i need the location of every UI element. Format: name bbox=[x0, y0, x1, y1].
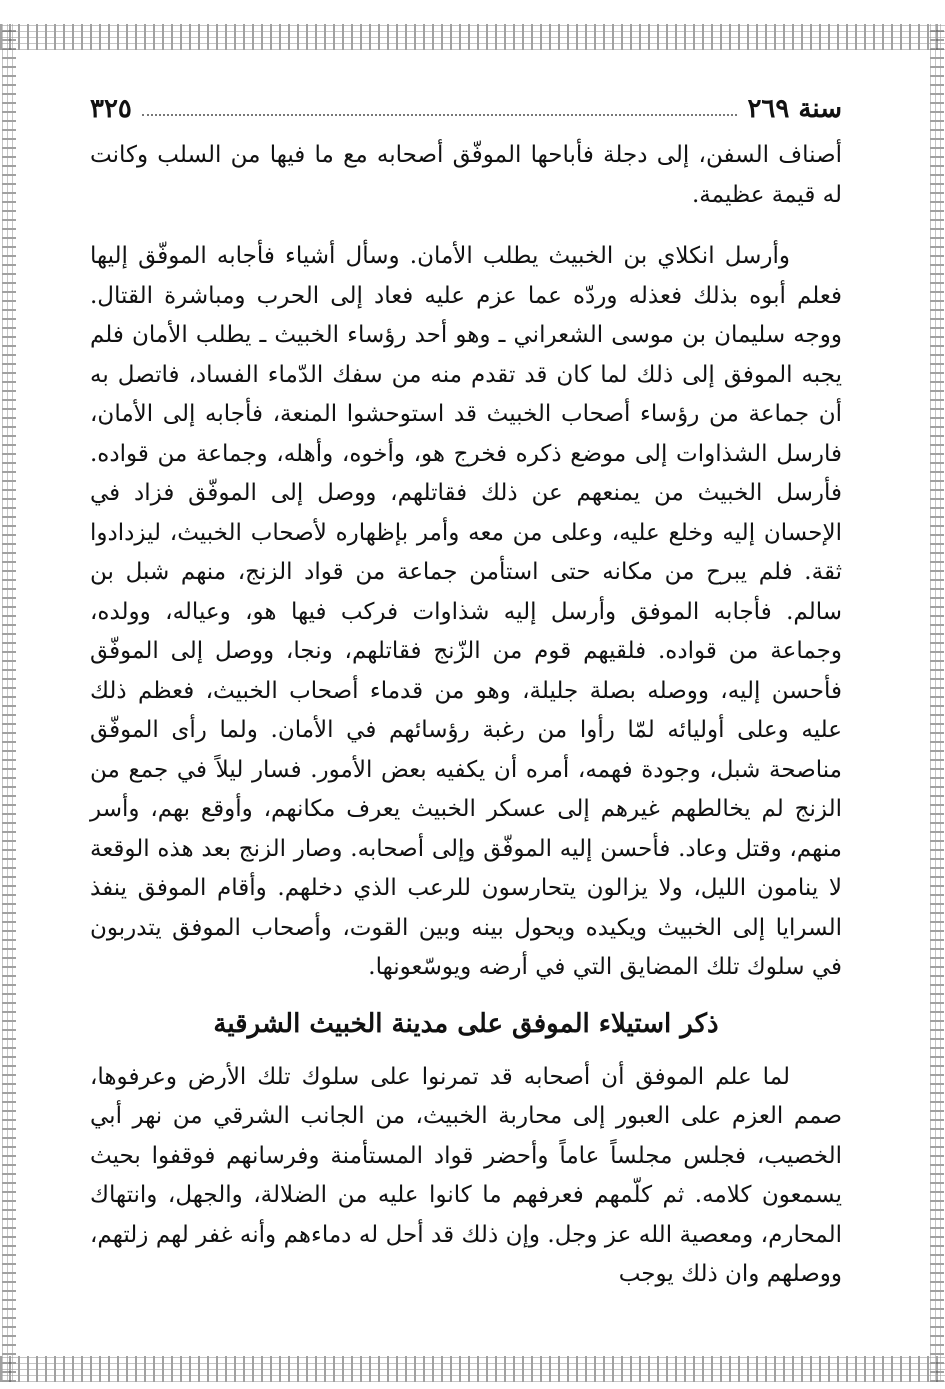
year-label: سنة ٢٦٩ bbox=[747, 94, 842, 124]
paragraph-section-body: لما علم الموفق أن أصحابه قد تمرنوا على سلوك تلك الأرض وعرفوها، صمم العزم على العبور إلى محاربة الخبيث، من الجانب الشرقي من نهر أبي الخصيب، فجلس مجلساً عاماً وأحضر قواد المستأمنة وفرسانهم فوقفوا بحيث يسمعون كلامه. ثم كلّمهم فعرفهم ما كانوا عليه من الضلالة، والجهل، وانتهاك المحارم، ومعصية الله عز وجل. وإن ذلك قد أحل له دماءهم وأنه غفر لهم زلتهم، ووصلهم وان ذلك يوجب bbox=[90, 1063, 842, 1287]
page-body bbox=[90, 136, 842, 1295]
page-border-right bbox=[930, 24, 944, 1382]
running-header bbox=[90, 84, 842, 124]
page-number: ٣٢٥ bbox=[90, 94, 132, 124]
page-border-left bbox=[2, 24, 16, 1382]
page-border-top bbox=[0, 24, 945, 50]
paragraph-main: وأرسل انكلاي بن الخبيث يطلب الأمان. وسأل أشياء فأجابه الموفّق إليها فعلم أبوه بذلك فعذله وردّه عما عزم عليه فعاد إلى الحرب ومباشرة القتال. ووجه سليمان بن موسى الشعراني ـ وهو أحد رؤساء الخبيث ـ يطلب الأمان فلم يجبه الموفق إلى ذلك لما كان قد تقدم منه من سفك الدّماء الفساد، فاتصل به أن جماعة من رؤساء أصحاب الخبيث قد استوحشوا المنعة، فأجابه إلى الأمان، فارسل الشذاوات إلى موضع ذكره فخرج هو، وأخوه، وأهله، وجماعة من قواده. فأرسل الخبيث من يمنعهم عن ذلك فقاتلهم، ووصل إلى الموفّق فزاد في الإحسان إليه وخلع عليه، وعلى من معه وأمر بإظهاره لأصحاب الخبيث، ليزدادوا ثقة. فلم يبرح من مكانه حتى استأمن جماعة من قواد الزنج، منهم شبل بن سالم. فأجابه الموفق وأرسل إليه شذاوات فركب فيها هو، وعياله، وولده، وجماعة من قواده. فلقيهم قوم من الزّنج فقاتلهم، ونجا، ووصل إلى الموفّق فأحسن إليه، ووصله بصلة جليلة، وهو من قدماء أصحاب الخبيث، فعظم ذلك عليه وعلى أوليائه لمّا رأوا من رغبة رؤسائهم في الأمان. ولما رأى الموفّق مناصحة شبل، وجودة فهمه، أمره أن يكفيه بعض الأمور. فسار ليلاً في جمع من الزنج لم يخالطهم غيرهم إلى عسكر الخبيث يعرف مكانهم، وأوقع بهم، وأسر منهم، وقتل وعاد. فأحسن إليه الموفّق وإلى أصحابه. وصار الزنج بعد هذه الوقعة لا ينامون الليل، ولا يزالون يتحارسون للرعب الذي دخلهم. وأقام الموفق ينفذ السرايا إلى الخبيث ويكيده ويحول بينه وبين القوت، وأصحاب الموفق يتدربون في سلوك تلك المضايق التي في أرضه ويوسّعونها. bbox=[90, 243, 842, 980]
header-dotted-leader bbox=[142, 114, 738, 116]
section-heading: ذكر استيلاء الموفق على مدينة الخبيث الشرقية bbox=[213, 1008, 719, 1039]
page-border-bottom bbox=[0, 1356, 945, 1382]
paragraph-continuation: أصناف السفن، إلى دجلة فأباحها الموفّق أصحابه مع ما فيها من السلب وكانت له قيمة عظيمة. bbox=[90, 142, 842, 208]
